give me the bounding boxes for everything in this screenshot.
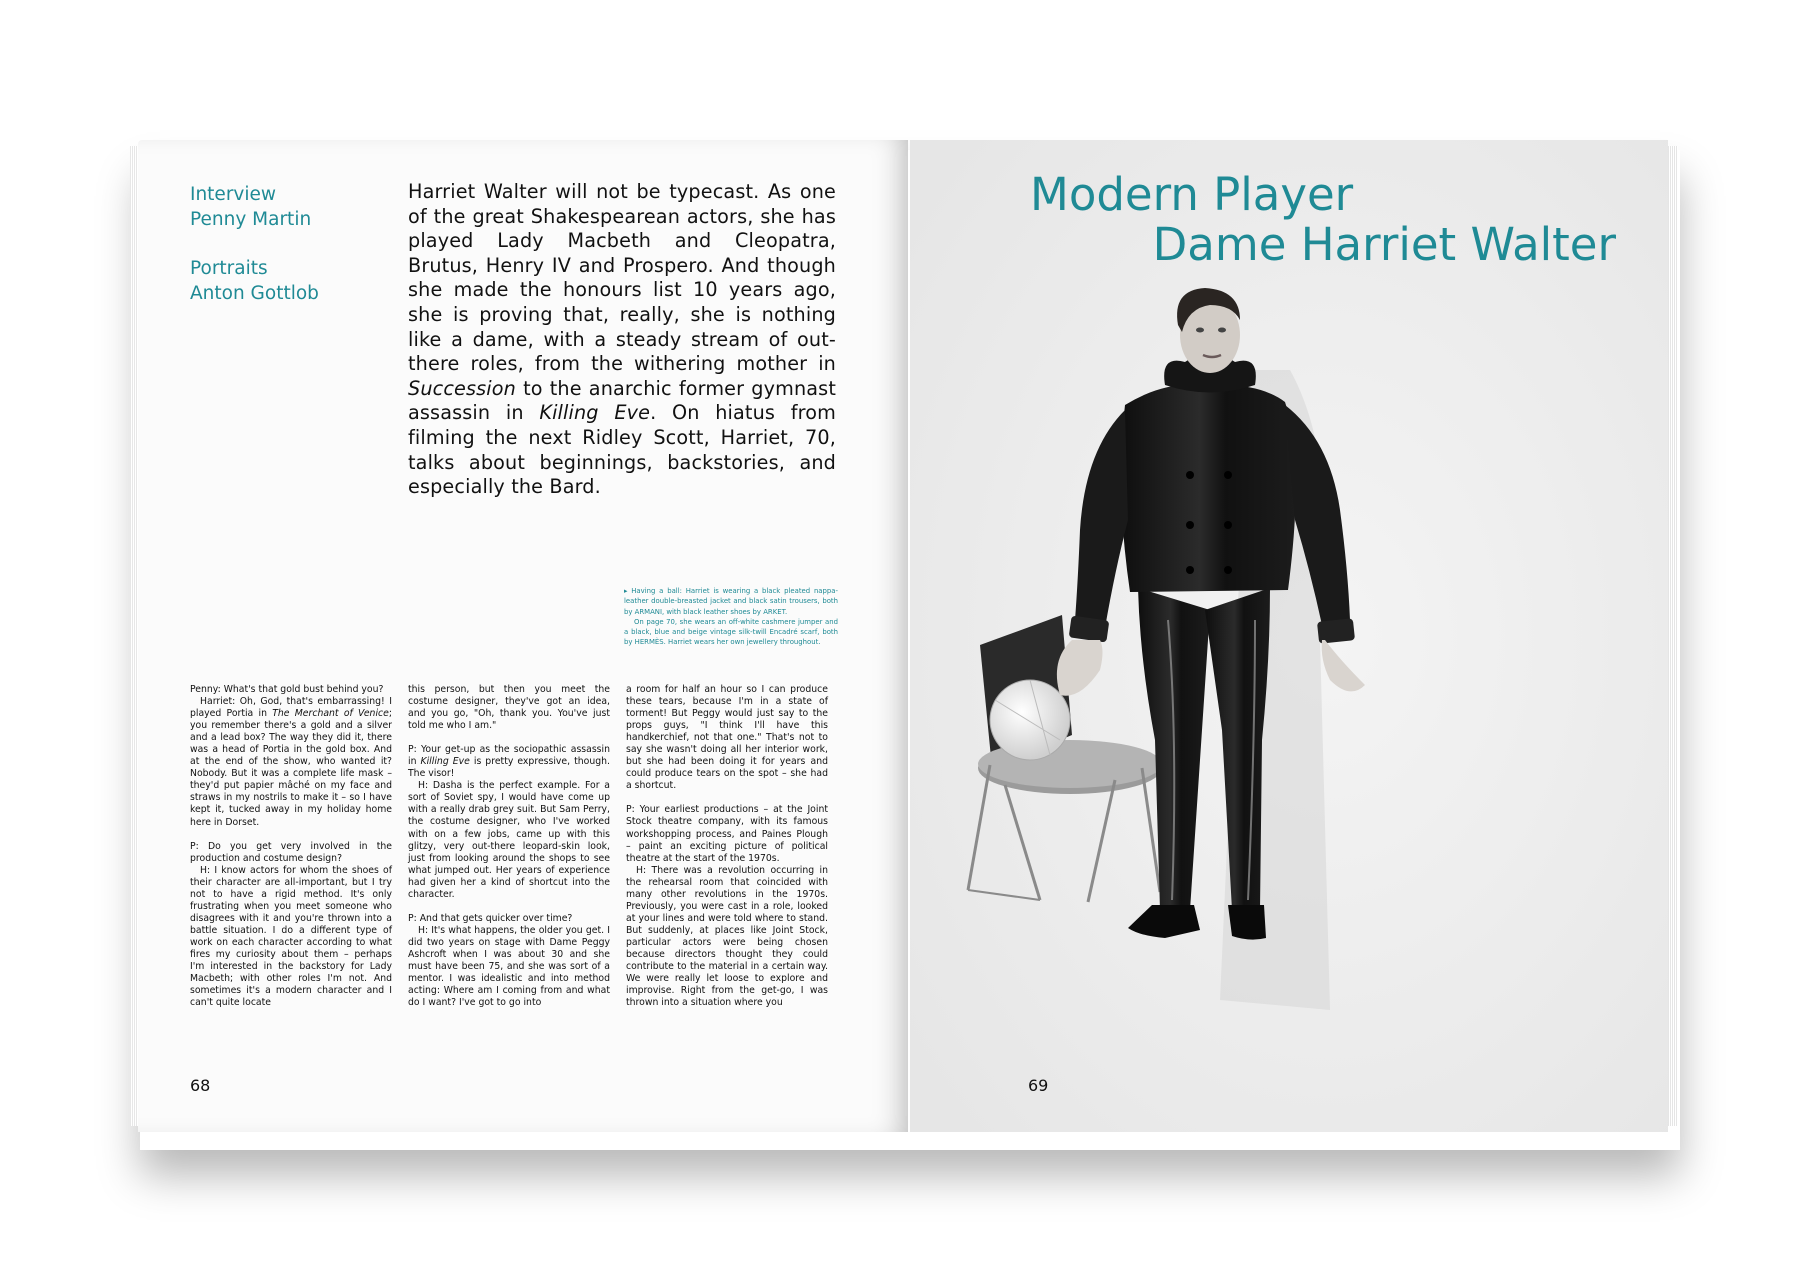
photo-caption bbox=[624, 586, 838, 648]
title-line-1: Modern Player bbox=[1030, 168, 1354, 221]
credit-portraits bbox=[190, 257, 390, 306]
intro-text: . On hiatus from filming the next Ridley Scott, Harriet, 70, talks about beginnings, backstories, and especially the Bard. bbox=[408, 401, 836, 499]
paragraph: H: There was a revolution occurring in the rehearsal room that coincided with many other revolutions in the 1970s. Previously, you were cast in a role, looked at your lines and were told where to stand. But suddenly, at places like Joint Stock, particular actors were being chosen because directors thought they could contribute to the material in a certain way. We were really let loose to explore and improvise. Right from the get-go, I was thrown into a situation where you bbox=[626, 864, 828, 1009]
article-title bbox=[910, 170, 1616, 270]
body-column-2 bbox=[408, 684, 610, 1009]
credit-name: Anton Gottlob bbox=[190, 282, 319, 304]
paragraph: P: Do you get very involved in the production and costume design? bbox=[190, 840, 392, 864]
paragraph bbox=[190, 696, 392, 829]
paragraph: this person, but then you meet the costume designer, they've got an idea, and you go, "Oh, thank you. You've just told me who I am." bbox=[408, 684, 610, 732]
paragraph: H: I know actors for whom the shoes of their character are all-important, but I try not to have a rigid method. It's only frustrating when you meet someone who disagrees with it and you're thrown into a battle situation. I do a different type of work on each character according to what fires my curiosity about them – perhaps I'm interested in the backstory for Lady Macbeth; with other roles I'm not. And sometimes it's a modern character and I can't quite locate bbox=[190, 864, 392, 1009]
intro-text: Harriet Walter will not be typecast. As one of the great Shakespearean actors, she has played Lady Macbeth and Cleopatra, Brutus, Henry IV and Prospero. And though she made the honours list 10 years ago, she is proving that, really, she is nothing like a dame, with a steady stream of out-there roles, from the withering mother in bbox=[408, 180, 836, 376]
paragraph: H: Dasha is the perfect example. For a sort of Soviet spy, I would have come up with a really drab grey suit. But Sam Perry, the costume designer, who I've worked with on a few jobs, came up with this glitzy, very out-there leopard-skin look, just from looking around the shops to see what jumped out. Her years of experience had given her a kind of shortcut into the character. bbox=[408, 780, 610, 900]
paragraph bbox=[408, 744, 610, 780]
credit-role: Interview bbox=[190, 184, 277, 205]
caption-line: ▸ Having a ball: Harriet is wearing a black pleated nappa-leather double-breasted jacket and black satin trousers, both by ARMANI, with black leather shoes by ARKET. bbox=[624, 587, 838, 616]
right-page bbox=[910, 140, 1668, 1132]
page-number-left: 68 bbox=[190, 1076, 211, 1095]
paragraph: P: Your earliest productions – at the Joint Stock theatre company, with its famous workshopping process, and Paines Plough – paint an exciting picture of political theatre at the start of the 1970s. bbox=[626, 804, 828, 864]
title-line-2: Dame Harriet Walter bbox=[1152, 218, 1616, 271]
paragraph-text: ; you remember there's a gold and a silver and a lead box? The way they did it, there was a head of Portia in the gold box. And at the end of the show, who wanted it? Nobody. But it was a complete life mask – they'd put papier mâché on my face and straws in my nostrils to make it – so I have kept it, tucked away in my holiday home here in Dorset. bbox=[190, 708, 393, 828]
paragraph-text: P: Your get-up as the sociopathic assassin in bbox=[408, 744, 610, 768]
left-page bbox=[138, 140, 908, 1132]
paragraph: Penny: What's that gold bust behind you? bbox=[190, 684, 384, 695]
portrait-photo bbox=[910, 140, 1668, 1132]
body-column-1 bbox=[190, 684, 392, 1009]
intro-text: to the anarchic former gymnast assassin in bbox=[408, 376, 836, 425]
play-title: The Merchant of Venice bbox=[272, 708, 389, 720]
paragraph: H: It's what happens, the older you get. I did two years on stage with Dame Peggy Ashcroft when I was about 30 and she must have been 75, and she was sort of a mentor. I was idealistic and into method acting: Where am I coming from and what do I want? I've got to go into bbox=[408, 924, 610, 1009]
caption-line: On page 70, she wears an off-white cashmere jumper and a black, blue and beige vintage silk-twill Encadré scarf, both by HERMÈS. Harriet wears her own jewellery throughout. bbox=[624, 617, 838, 647]
intro-title-killing-eve: Killing Eve bbox=[539, 401, 651, 425]
intro-standfirst bbox=[408, 180, 836, 500]
paragraph-text: Harriet: Oh, God, that's embarrassing! I played Portia in bbox=[190, 696, 392, 720]
page-number-right: 69 bbox=[1028, 1076, 1049, 1095]
paragraph: a room for half an hour so I can produce these tears, because I'm in a state of torment! But Peggy would just say to the props guys, "I think I'll have this handkerchief, not that one." That's not to say she wasn't doing all her interior work, but she had been doing it for years and could produce tears on the spot – she had a shortcut. bbox=[626, 684, 828, 792]
page-edge-right bbox=[1668, 146, 1678, 1126]
body-column-3 bbox=[626, 684, 828, 1009]
credit-role: Portraits bbox=[190, 258, 268, 279]
paragraph-text: is pretty expressive, though. The visor! bbox=[408, 756, 610, 780]
intro-title-succession: Succession bbox=[408, 376, 516, 400]
credits bbox=[190, 183, 390, 331]
paragraph: P: And that gets quicker over time? bbox=[408, 912, 573, 924]
credit-name: Penny Martin bbox=[190, 208, 312, 230]
credit-interview bbox=[190, 183, 390, 232]
show-title: Killing Eve bbox=[420, 756, 470, 768]
